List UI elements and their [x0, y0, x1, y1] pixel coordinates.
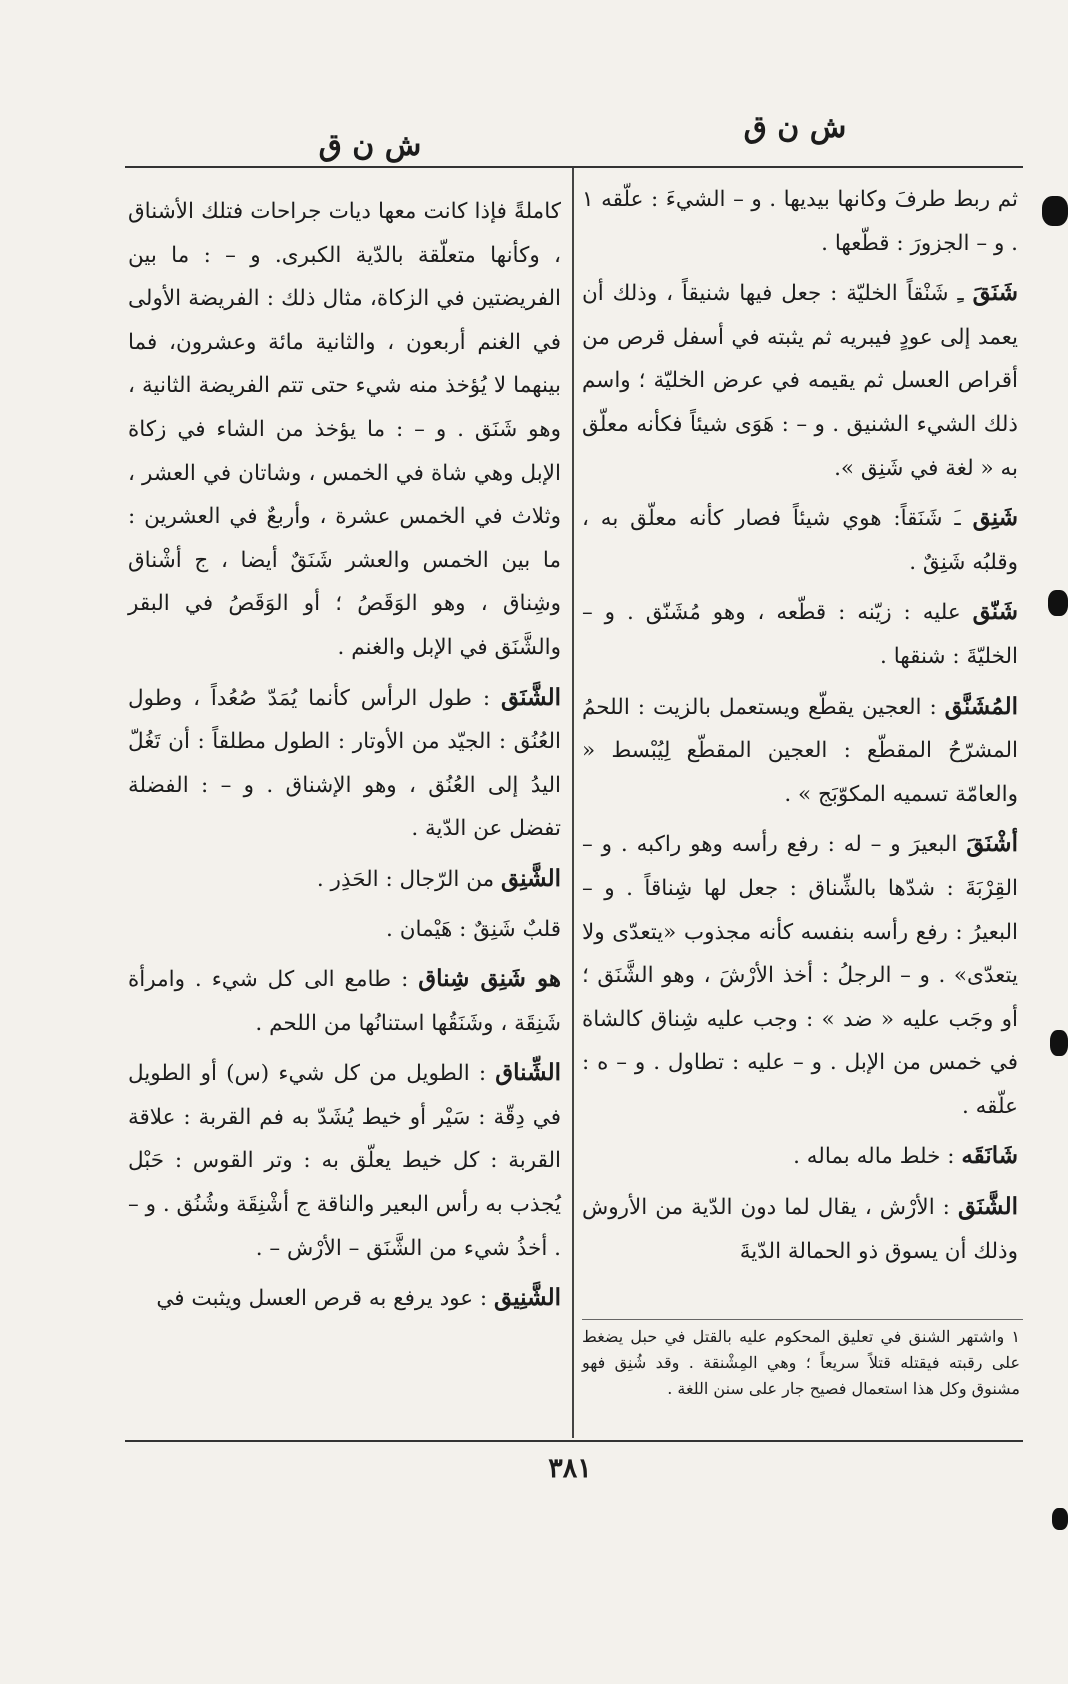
headword: الشَّنِق	[500, 864, 561, 892]
headword: أشْنَقَ	[966, 830, 1018, 858]
entry-text: : خلط ماله بماله .	[793, 1144, 955, 1170]
entry	[128, 676, 561, 851]
entry-text: ـَ شَنَقاً: هوي شيئاً فصار كأنه معلّق به ، وقلبُه شَنِقٌ .	[582, 506, 1018, 575]
entry	[582, 271, 1018, 490]
top-rule	[125, 166, 1023, 168]
page-number: ٣٨١	[548, 1453, 592, 1484]
entry	[128, 190, 561, 670]
entry-text: قلبٌ شَنِقٌ : هَيْمان .	[386, 916, 561, 942]
entry-text: : العجين يقطّع ويستعمل بالزيت : اللحمُ المشرّحُ المقطّع : العجين المقطّع لِيُبْسط « والعامّة تسميه المكوّبَج » .	[582, 694, 1018, 807]
entry	[582, 822, 1018, 1128]
headword: هو شَنِق شِناق	[418, 965, 561, 993]
entry-text: عليه : زيّنه : قطّعه ، وهو مُشَنّق . و – الخليّةَ : شنقها .	[582, 600, 1018, 669]
entry	[582, 685, 1018, 817]
column-divider	[572, 168, 574, 1438]
binding-mark	[1042, 196, 1068, 226]
running-header-right: ش ن ق	[743, 110, 847, 145]
entry-text: ثم ربط طرفَ وكانها بيديها . و – الشيءَ : علّقه ١ . و – الجزورَ : قطّعها .	[582, 187, 1018, 256]
entry-text: البعيرَ و – له : رفع رأسه وهو راكبه . و – القِرْبَةَ : شدّها بالشِّناق : جعل لها شِناقاً . و – البعيرُ : رفع رأسه بنفسه كأنه مجذوب «يتعدّى ولا يتعدّى» . و – الرجلُ : أخذ الأرْشَ ، وهو الشَّنَق ؛ أو وجَب عليه « ضد » : وجب عليه شِناق كالشاة في خمس من الإبل . و – عليه : تطاول . و – ه : علّقه .	[582, 832, 1018, 1119]
entry	[128, 1051, 561, 1270]
entry	[582, 1185, 1018, 1273]
headword: شَانَقَه	[961, 1142, 1018, 1170]
left-column	[128, 190, 561, 1321]
binding-mark	[1048, 590, 1068, 616]
headword: المُشَنَّق	[944, 692, 1018, 720]
running-header-left: ش ن ق	[318, 128, 422, 163]
entry-text: : طول الرأس كأنما يُمَدّ صُعُداً ، وطول العُنُق : الجيّد من الأوتار : الطول مطلقاً : أن تَغُلّ اليدُ إلى العُنُق ، وهو الإشناق . و – : الفضلة تفضل عن الدّية .	[128, 685, 561, 842]
entry-text: : عود يرفع به قرص العسل ويثبت في	[156, 1286, 488, 1312]
entry	[582, 496, 1018, 584]
headword: شَنَقَ	[972, 279, 1018, 307]
footnote: ١ واشتهر الشنق في تعليق المحكوم عليه بالقتل في حبل يضغط على رقبته فيقتله قتلاً سريعاً ؛ وهي المِشْنقة . وقد شُنِق فهو مشنوق وكل هذا استعمال فصيح جار على سنن اللغة .	[582, 1327, 1021, 1398]
entry	[128, 957, 561, 1045]
entry	[582, 590, 1018, 678]
entry-text: من الرّجال : الحَذِر .	[316, 866, 495, 892]
entry	[128, 1276, 561, 1321]
right-column	[582, 178, 1018, 1273]
entry-text: كاملةً فإذا كانت معها ديات جراحات فتلك الأشناق ، وكأنها متعلّقة بالدّية الكبرى. و – : ما بين الفريضتين في الزكاة، مثال ذلك : الفريضة الأولى في الغنم أربعون ، والثانية مائة وعشرون، فما بينهما لا يُؤخذ منه شيء حتى تتم الفريضة الثانية ، وهو شَنَق . و – : ما يؤخذ من الشاء في زكاة الإبل وهي شاة في الخمس ، وشاتان في العشر ، وثلاث في الخمس عشرة ، وأربعٌ في العشرين : ما بين الخمس والعشر شَنَقٌ أيضا ، ج أشْناق وشِناق ، وهو الوَقَصُ ؛ أو الوَقَصُ في البقر والشَّنَق في الإبل والغنم .	[128, 199, 561, 660]
headword: الشَّنِيق	[494, 1284, 561, 1312]
entry-text: : الأرْش ، يقال لما دون الدّية من الأروش وذلك أن يسوق ذو الحمالة الدّيةَ	[582, 1195, 1018, 1264]
entry	[128, 908, 561, 952]
entry-text: : الطويل من كل شيء (س) أو الطويل في دِقّة : سَيْر أو خيط يُشَدّ به فم القربة : علاقة القربة : كل خيط يعلّق به : وتر القوس : حَبْل يُجذب به رأس البعير والناقة ج أشْنِقَة وشُنُق . و – . أخذُ شيء من الشَّنَق – الأرْش – .	[128, 1061, 561, 1261]
entry-text: ـِ شَنْقاً الخليّة : جعل فيها شنيقاً ، وذلك أن يعمد إلى عودٍ فيبريه ثم يثبته في أسفل قرص من أقراص العسل ثم يقيمه في عرض الخليّة ؛ واسم ذلك الشيء الشنيق . و – : هَوَى شيئاً فكأنه معلّق به « لغة في شَنِق ».	[582, 281, 1018, 481]
entry	[128, 857, 561, 902]
headword: شَنّق	[972, 598, 1018, 626]
headword: الشَّنَق	[500, 683, 562, 711]
bottom-rule	[125, 1440, 1023, 1442]
entry	[582, 178, 1018, 265]
headword: الشَّنَق	[957, 1193, 1018, 1221]
footnote-rule	[582, 1319, 1023, 1320]
binding-mark	[1050, 1030, 1068, 1056]
headword: شَنِق	[972, 504, 1019, 532]
headword: الشِّناق	[495, 1059, 561, 1087]
entry-text: : طامع الى كل شيء . وامرأة شَنِقَة ، وشَنَقُها استنانُها من اللحم .	[128, 967, 561, 1036]
binding-mark	[1052, 1508, 1068, 1530]
entry	[582, 1134, 1018, 1179]
